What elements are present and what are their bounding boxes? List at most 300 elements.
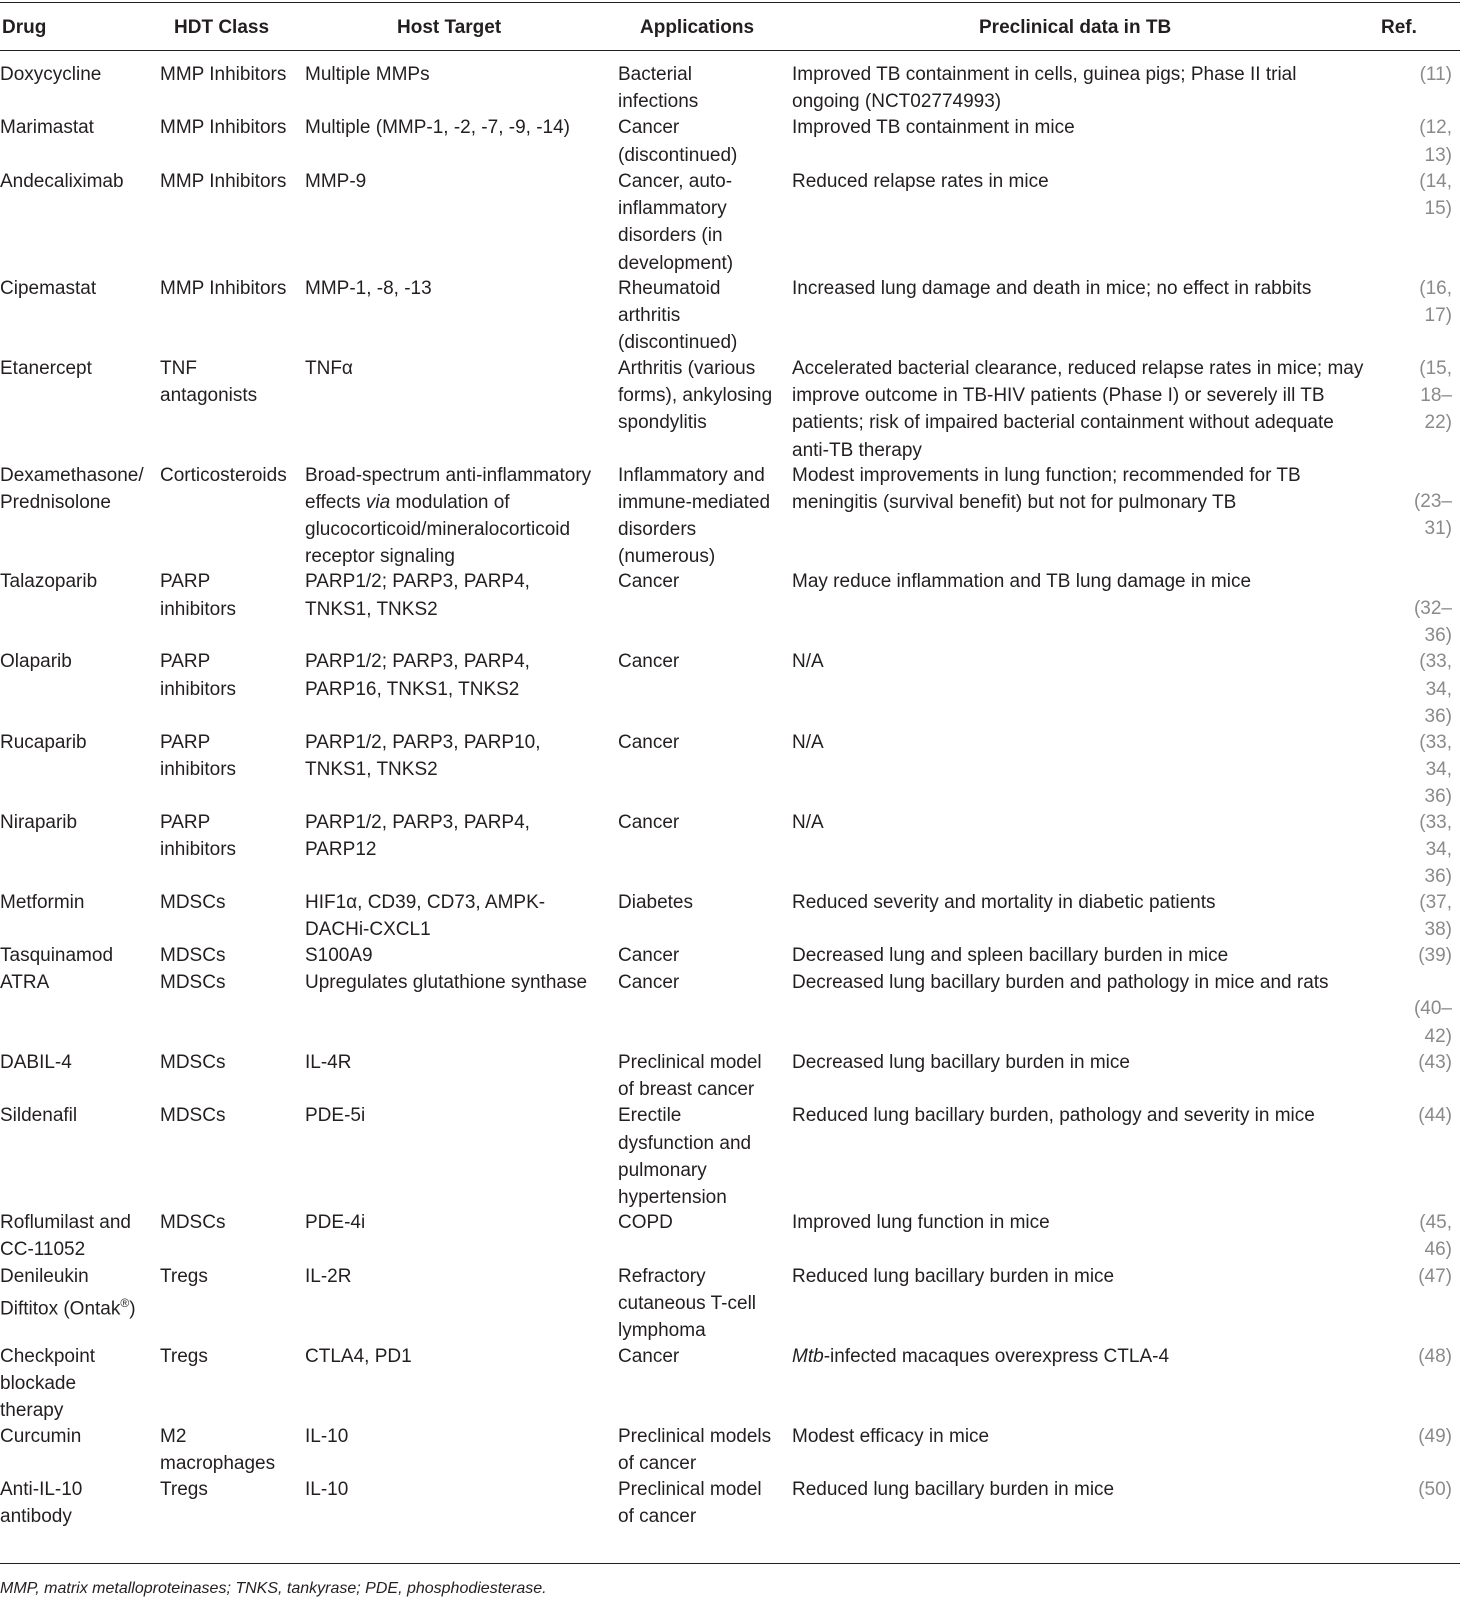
cell-hdt-class-line: MDSCs bbox=[160, 891, 226, 913]
cell-applications bbox=[618, 648, 788, 675]
cell-applications bbox=[618, 1343, 788, 1370]
cell-ref bbox=[1380, 61, 1452, 88]
cell-applications-line: (numerous) bbox=[618, 546, 716, 568]
cell-ref-line: 22) bbox=[1424, 412, 1452, 434]
cell-applications bbox=[618, 275, 788, 357]
cell-preclinical bbox=[792, 61, 1372, 116]
cell-preclinical bbox=[792, 275, 1372, 302]
cell-ref-line: (45, bbox=[1419, 1212, 1452, 1234]
cell-hdt-class bbox=[160, 1423, 305, 1478]
cell-host-target-line: CTLA4, PD1 bbox=[305, 1345, 412, 1367]
cell-applications bbox=[618, 568, 788, 595]
cell-drug bbox=[0, 275, 160, 302]
cell-host-target bbox=[305, 648, 615, 703]
cell-applications-line: Cancer bbox=[618, 1345, 680, 1367]
cell-drug-line: Niraparib bbox=[0, 811, 78, 833]
cell-preclinical-line: Accelerated bacterial clearance, reduced relapse rates in mice; may bbox=[792, 357, 1364, 379]
cell-applications-line: Diabetes bbox=[618, 891, 693, 913]
cell-drug bbox=[0, 355, 160, 382]
cell-applications-line: Cancer bbox=[618, 571, 680, 593]
cell-applications-line: Preclinical model bbox=[618, 1479, 762, 1501]
cell-host-target bbox=[305, 1263, 615, 1290]
cell-hdt-class bbox=[160, 1209, 305, 1236]
cell-applications-line: Cancer bbox=[618, 945, 680, 967]
cell-hdt-class-line: MDSCs bbox=[160, 1212, 226, 1234]
cell-host-target-line: MMP-9 bbox=[305, 170, 367, 192]
cell-applications-line: hypertension bbox=[618, 1187, 727, 1209]
cell-applications bbox=[618, 355, 788, 437]
cell-applications-line: spondylitis bbox=[618, 412, 707, 434]
cell-ref-line: 36) bbox=[1424, 866, 1452, 888]
cell-hdt-class-line: inhibitors bbox=[160, 758, 237, 780]
cell-hdt-class bbox=[160, 729, 305, 784]
cell-drug bbox=[0, 114, 160, 141]
cell-preclinical-line: Reduced severity and mortality in diabetic patients bbox=[792, 891, 1216, 913]
cell-drug bbox=[0, 1263, 160, 1323]
cell-applications-line: Cancer bbox=[618, 651, 680, 673]
cell-ref bbox=[1380, 1476, 1452, 1503]
cell-hdt-class-line: MDSCs bbox=[160, 1105, 226, 1127]
cell-drug-line: ATRA bbox=[0, 971, 50, 993]
cell-applications-line: Cancer bbox=[618, 731, 680, 753]
cell-drug bbox=[0, 568, 160, 595]
cell-drug-line: Roflumilast and bbox=[0, 1212, 131, 1234]
cell-applications-line: development) bbox=[618, 252, 734, 274]
cell-ref bbox=[1380, 168, 1452, 223]
cell-host-target-line: IL-2R bbox=[305, 1265, 352, 1287]
cell-ref bbox=[1380, 1263, 1452, 1290]
cell-applications bbox=[618, 1102, 788, 1211]
cell-drug bbox=[0, 1423, 160, 1450]
cell-applications-line: Rheumatoid bbox=[618, 277, 721, 299]
cell-host-target-line: PARP1/2; PARP3, PARP4, bbox=[305, 651, 530, 673]
cell-host-target bbox=[305, 1102, 615, 1129]
cell-host-target bbox=[305, 462, 615, 571]
cell-hdt-class-line: MDSCs bbox=[160, 971, 226, 993]
cell-drug-line: Dexamethasone/ bbox=[0, 464, 144, 486]
cell-hdt-class-line: Corticosteroids bbox=[160, 464, 287, 486]
cell-applications bbox=[618, 942, 788, 969]
cell-preclinical bbox=[792, 462, 1372, 517]
cell-ref-line: 31) bbox=[1424, 518, 1452, 540]
cell-applications-line: (discontinued) bbox=[618, 144, 738, 166]
cell-host-target bbox=[305, 1423, 615, 1450]
cell-drug-line: Olaparib bbox=[0, 651, 72, 673]
cell-ref-line: 42) bbox=[1424, 1025, 1452, 1047]
cell-applications-line: dysfunction and bbox=[618, 1132, 752, 1154]
cell-applications-line: arthritis bbox=[618, 304, 681, 326]
cell-hdt-class-line: antagonists bbox=[160, 384, 258, 406]
cell-hdt-class-line: inhibitors bbox=[160, 678, 237, 700]
cell-applications bbox=[618, 1423, 788, 1478]
cell-host-target-line: effects via modulation of bbox=[305, 491, 510, 513]
cell-hdt-class bbox=[160, 969, 305, 996]
header-preclinical: Preclinical data in TB bbox=[979, 17, 1172, 38]
cell-applications bbox=[618, 969, 788, 996]
cell-host-target-line: PARP1/2, PARP3, PARP10, bbox=[305, 731, 541, 753]
cell-ref-line: (11) bbox=[1419, 64, 1452, 85]
cell-ref-line: 34, bbox=[1425, 678, 1452, 700]
cell-applications-line: Refractory bbox=[618, 1265, 706, 1287]
cell-applications-line: Inflammatory and bbox=[618, 464, 765, 486]
cell-drug-line: Doxycycline bbox=[0, 64, 102, 85]
cell-drug-line: DABIL-4 bbox=[0, 1051, 72, 1073]
cell-host-target bbox=[305, 969, 615, 996]
cell-host-target bbox=[305, 568, 615, 623]
cell-host-target-line: glucocorticoid/mineralocorticoid bbox=[305, 519, 571, 541]
cell-host-target-line: Upregulates glutathione synthase bbox=[305, 971, 588, 993]
cell-hdt-class-line: inhibitors bbox=[160, 838, 237, 860]
cell-host-target-line: DACHi-CXCL1 bbox=[305, 918, 431, 940]
cell-host-target bbox=[305, 729, 615, 784]
cell-hdt-class-line: TNF bbox=[160, 357, 197, 379]
cell-ref-line: (39) bbox=[1418, 945, 1452, 967]
cell-ref-line: 36) bbox=[1424, 705, 1452, 727]
cell-host-target bbox=[305, 1209, 615, 1236]
cell-preclinical bbox=[792, 1423, 1372, 1450]
cell-preclinical bbox=[792, 809, 1372, 836]
cell-preclinical-line: Decreased lung bacillary burden in mice bbox=[792, 1051, 1130, 1073]
cell-applications-line: Arthritis (various bbox=[618, 357, 756, 379]
cell-preclinical-line: Improved TB containment in cells, guinea pigs; Phase II trial bbox=[792, 64, 1297, 85]
cell-preclinical-line: Modest efficacy in mice bbox=[792, 1425, 990, 1447]
cell-drug bbox=[0, 1343, 160, 1425]
cell-host-target-line: IL-10 bbox=[305, 1425, 349, 1447]
cell-drug bbox=[0, 1209, 160, 1264]
cell-ref-line: 38) bbox=[1424, 918, 1452, 940]
cell-drug bbox=[0, 809, 160, 836]
cell-preclinical bbox=[792, 1049, 1372, 1076]
cell-drug-line: Metformin bbox=[0, 891, 85, 913]
cell-applications-line: Preclinical model bbox=[618, 1051, 762, 1073]
cell-applications bbox=[618, 1476, 788, 1531]
cell-drug bbox=[0, 462, 160, 517]
cell-applications-line: disorders (in bbox=[618, 225, 723, 247]
cell-preclinical-line: improve outcome in TB-HIV patients (Phase I) or severely ill TB bbox=[792, 384, 1325, 406]
cell-host-target-line: receptor signaling bbox=[305, 546, 455, 568]
cell-hdt-class bbox=[160, 114, 305, 141]
cell-preclinical-line: Decreased lung and spleen bacillary burden in mice bbox=[792, 945, 1229, 967]
cell-ref-line: (33, bbox=[1419, 651, 1452, 673]
cell-hdt-class-line: MMP Inhibitors bbox=[160, 117, 287, 139]
cell-applications-line: pulmonary bbox=[618, 1159, 707, 1181]
cell-preclinical-line: N/A bbox=[792, 731, 824, 753]
cell-ref bbox=[1380, 1343, 1452, 1370]
cell-hdt-class-line: Tregs bbox=[160, 1265, 208, 1287]
cell-preclinical-line: Increased lung damage and death in mice; no effect in rabbits bbox=[792, 277, 1312, 299]
cell-hdt-class bbox=[160, 648, 305, 703]
cell-hdt-class bbox=[160, 1049, 305, 1076]
cell-drug-line: Andecaliximab bbox=[0, 170, 124, 192]
cell-drug-line: therapy bbox=[0, 1400, 64, 1422]
cell-host-target-line: TNKS1, TNKS2 bbox=[305, 598, 438, 620]
cell-ref-line: (14, bbox=[1419, 170, 1452, 192]
cell-host-target-line: Broad-spectrum anti-inflammatory bbox=[305, 464, 592, 486]
top-rule bbox=[0, 2, 1460, 3]
header-ref: Ref. bbox=[1381, 17, 1417, 38]
cell-hdt-class bbox=[160, 462, 305, 489]
cell-ref-line: 46) bbox=[1424, 1239, 1452, 1261]
cell-host-target bbox=[305, 61, 615, 88]
cell-host-target bbox=[305, 889, 615, 944]
cell-applications-line: forms), ankylosing bbox=[618, 384, 773, 406]
cell-hdt-class bbox=[160, 889, 305, 916]
cell-preclinical-line: N/A bbox=[792, 651, 824, 673]
cell-hdt-class-line: macrophages bbox=[160, 1452, 276, 1474]
cell-ref-line: (40– bbox=[1413, 998, 1452, 1020]
cell-host-target bbox=[305, 168, 615, 195]
cell-preclinical-line: ongoing (NCT02774993) bbox=[792, 91, 1002, 113]
cell-hdt-class-line: PARP bbox=[160, 811, 211, 833]
cell-applications bbox=[618, 889, 788, 916]
cell-drug-line: Sildenafil bbox=[0, 1105, 78, 1127]
cell-applications bbox=[618, 61, 788, 116]
cell-preclinical-line: meningitis (survival benefit) but not for pulmonary TB bbox=[792, 491, 1237, 513]
cell-drug bbox=[0, 1102, 160, 1129]
cell-hdt-class-line: MMP Inhibitors bbox=[160, 170, 287, 192]
cell-host-target bbox=[305, 942, 615, 969]
cell-ref bbox=[1380, 114, 1452, 169]
cell-hdt-class-line: inhibitors bbox=[160, 598, 237, 620]
cell-ref-line: (23– bbox=[1413, 491, 1452, 513]
cell-drug bbox=[0, 61, 160, 88]
cell-applications-line: Cancer bbox=[618, 811, 680, 833]
cell-applications-line: Bacterial bbox=[618, 64, 692, 85]
cell-preclinical-line: Reduced relapse rates in mice bbox=[792, 170, 1049, 192]
cell-drug-line: Cipemastat bbox=[0, 277, 97, 299]
bottom-rule bbox=[0, 1563, 1460, 1564]
cell-ref bbox=[1380, 889, 1452, 944]
cell-ref bbox=[1380, 942, 1452, 969]
cell-host-target-line: MMP-1, -8, -13 bbox=[305, 277, 432, 299]
cell-preclinical bbox=[792, 648, 1372, 675]
cell-ref bbox=[1380, 1423, 1452, 1450]
cell-applications-line: immune-mediated bbox=[618, 491, 771, 513]
cell-drug-line: Talazoparib bbox=[0, 571, 98, 593]
cell-hdt-class-line: MMP Inhibitors bbox=[160, 64, 287, 85]
cell-preclinical-line: anti-TB therapy bbox=[792, 439, 922, 461]
cell-applications-line: disorders bbox=[618, 519, 697, 541]
cell-preclinical bbox=[792, 1476, 1372, 1503]
cell-host-target bbox=[305, 809, 615, 864]
cell-ref-line: 36) bbox=[1424, 625, 1452, 647]
cell-drug bbox=[0, 889, 160, 916]
header-drug: Drug bbox=[2, 17, 47, 38]
cell-ref-line: 34, bbox=[1425, 758, 1452, 780]
cell-ref-line: 18– bbox=[1420, 384, 1452, 406]
cell-hdt-class bbox=[160, 568, 305, 623]
cell-drug bbox=[0, 1049, 160, 1076]
cell-host-target-line: IL-10 bbox=[305, 1479, 349, 1501]
cell-preclinical bbox=[792, 168, 1372, 195]
cell-preclinical bbox=[792, 1343, 1372, 1370]
cell-ref-line: (48) bbox=[1418, 1345, 1452, 1367]
cell-applications bbox=[618, 1209, 788, 1236]
cell-applications-line: infections bbox=[618, 91, 699, 113]
cell-preclinical bbox=[792, 1209, 1372, 1236]
cell-host-target-line: TNKS1, TNKS2 bbox=[305, 758, 438, 780]
cell-applications-line: Cancer, auto- bbox=[618, 170, 733, 192]
cell-drug bbox=[0, 942, 160, 969]
cell-hdt-class bbox=[160, 942, 305, 969]
cell-drug bbox=[0, 168, 160, 195]
cell-host-target-line: PARP1/2; PARP3, PARP4, bbox=[305, 571, 530, 593]
cell-preclinical bbox=[792, 568, 1372, 595]
cell-preclinical bbox=[792, 1102, 1372, 1129]
cell-host-target bbox=[305, 1343, 615, 1370]
header-applications: Applications bbox=[640, 17, 755, 38]
cell-ref-line: 34, bbox=[1425, 838, 1452, 860]
cell-drug bbox=[0, 729, 160, 756]
cell-drug-line: Prednisolone bbox=[0, 491, 111, 513]
cell-preclinical bbox=[792, 889, 1372, 916]
cell-ref-line: (33, bbox=[1419, 811, 1452, 833]
cell-ref bbox=[1380, 648, 1452, 730]
cell-host-target bbox=[305, 355, 615, 382]
cell-hdt-class bbox=[160, 275, 305, 302]
cell-drug bbox=[0, 1476, 160, 1531]
cell-host-target-line: PDE-4i bbox=[305, 1212, 366, 1234]
cell-preclinical bbox=[792, 729, 1372, 756]
cell-hdt-class bbox=[160, 355, 305, 410]
cell-host-target-line: HIF1α, CD39, CD73, AMPK- bbox=[305, 891, 546, 913]
cell-hdt-class-line: Tregs bbox=[160, 1479, 208, 1501]
header-hdt-class: HDT Class bbox=[174, 17, 270, 38]
cell-drug-line: Marimastat bbox=[0, 117, 94, 139]
cell-ref-line: (37, bbox=[1419, 891, 1452, 913]
cell-ref bbox=[1380, 1209, 1452, 1264]
cell-ref-line: (16, bbox=[1419, 277, 1452, 299]
cell-ref-line: 36) bbox=[1424, 786, 1452, 808]
cell-ref bbox=[1380, 275, 1452, 330]
cell-ref bbox=[1380, 729, 1452, 811]
cell-ref bbox=[1380, 595, 1452, 650]
cell-host-target-line: Multiple MMPs bbox=[305, 64, 430, 85]
cell-preclinical-line: Reduced lung bacillary burden in mice bbox=[792, 1479, 1115, 1501]
cell-applications-line: Erectile bbox=[618, 1105, 682, 1127]
cell-ref-line: (33, bbox=[1419, 731, 1452, 753]
cell-hdt-class bbox=[160, 1476, 305, 1503]
cell-preclinical-line: N/A bbox=[792, 811, 824, 833]
cell-ref-line: (43) bbox=[1418, 1051, 1452, 1073]
cell-ref-line: (49) bbox=[1418, 1425, 1452, 1447]
cell-preclinical-line: patients; risk of impaired bacterial containment without adequate bbox=[792, 412, 1334, 434]
cell-ref bbox=[1380, 355, 1452, 437]
cell-applications-line: of cancer bbox=[618, 1452, 697, 1474]
cell-applications-line: lymphoma bbox=[618, 1320, 706, 1342]
cell-applications bbox=[618, 1049, 788, 1104]
cell-applications-line: of cancer bbox=[618, 1506, 697, 1528]
cell-drug-line: Etanercept bbox=[0, 357, 92, 379]
cell-host-target bbox=[305, 1476, 615, 1503]
cell-preclinical-line: Modest improvements in lung function; recommended for TB bbox=[792, 464, 1301, 486]
cell-hdt-class bbox=[160, 1343, 305, 1370]
cell-hdt-class bbox=[160, 1102, 305, 1129]
cell-ref-line: (47) bbox=[1418, 1265, 1452, 1287]
cell-drug-line: Denileukin bbox=[0, 1265, 89, 1287]
cell-preclinical-line: Decreased lung bacillary burden and pathology in mice and rats bbox=[792, 971, 1329, 993]
cell-host-target bbox=[305, 1049, 615, 1076]
cell-applications-line: of breast cancer bbox=[618, 1079, 755, 1101]
cell-applications-line: inflammatory bbox=[618, 198, 727, 220]
cell-preclinical bbox=[792, 1263, 1372, 1290]
cell-ref-line: (15, bbox=[1419, 357, 1452, 379]
cell-ref-line: 17) bbox=[1424, 304, 1452, 326]
header-host-target: Host Target bbox=[397, 17, 502, 38]
cell-hdt-class-line: M2 bbox=[160, 1425, 187, 1447]
cell-preclinical-line: Reduced lung bacillary burden in mice bbox=[792, 1265, 1115, 1287]
cell-drug-line: Diftitox (Ontak®) bbox=[0, 1295, 136, 1320]
cell-ref-line: 13) bbox=[1424, 144, 1452, 166]
cell-hdt-class bbox=[160, 809, 305, 864]
cell-applications-line: COPD bbox=[618, 1212, 673, 1234]
cell-preclinical bbox=[792, 942, 1372, 969]
cell-host-target-line: PDE-5i bbox=[305, 1105, 366, 1127]
cell-hdt-class-line: MDSCs bbox=[160, 945, 226, 967]
cell-preclinical bbox=[792, 114, 1372, 141]
cell-applications bbox=[618, 462, 788, 571]
cell-applications bbox=[618, 114, 788, 169]
cell-hdt-class bbox=[160, 168, 305, 195]
cell-applications-line: Preclinical models bbox=[618, 1425, 772, 1447]
cell-hdt-class-line: MDSCs bbox=[160, 1051, 226, 1073]
cell-host-target-line: PARP12 bbox=[305, 838, 377, 860]
cell-host-target bbox=[305, 275, 615, 302]
cell-drug bbox=[0, 969, 160, 996]
cell-host-target-line: PARP1/2, PARP3, PARP4, bbox=[305, 811, 530, 833]
cell-applications-line: Cancer bbox=[618, 971, 680, 993]
cell-drug-line: Rucaparib bbox=[0, 731, 87, 753]
cell-ref-line: (44) bbox=[1418, 1105, 1452, 1127]
cell-ref bbox=[1380, 809, 1452, 891]
cell-preclinical-line: Improved lung function in mice bbox=[792, 1212, 1050, 1234]
table-footnote: MMP, matrix metalloproteinases; TNKS, tankyrase; PDE, phosphodiesterase. bbox=[0, 1580, 547, 1597]
cell-ref bbox=[1380, 488, 1452, 543]
cell-ref-line: (32– bbox=[1413, 597, 1452, 619]
cell-hdt-class bbox=[160, 61, 305, 88]
cell-ref bbox=[1380, 1049, 1452, 1076]
cell-host-target-line: TNFα bbox=[305, 357, 353, 379]
cell-drug-line: blockade bbox=[0, 1372, 77, 1394]
cell-applications-line: cutaneous T-cell bbox=[618, 1292, 757, 1314]
cell-host-target bbox=[305, 114, 615, 141]
cell-drug bbox=[0, 648, 160, 675]
cell-hdt-class-line: PARP bbox=[160, 571, 211, 593]
cell-preclinical-line: May reduce inflammation and TB lung damage in mice bbox=[792, 571, 1252, 593]
cell-ref-line: 15) bbox=[1424, 198, 1452, 220]
cell-drug-line: CC-11052 bbox=[0, 1239, 86, 1261]
cell-drug-line: Checkpoint bbox=[0, 1345, 96, 1367]
cell-host-target-line: IL-4R bbox=[305, 1051, 352, 1073]
cell-ref-line: (50) bbox=[1418, 1479, 1452, 1501]
cell-hdt-class-line: MMP Inhibitors bbox=[160, 277, 287, 299]
cell-preclinical-line: Mtb-infected macaques overexpress CTLA-4 bbox=[792, 1345, 1170, 1367]
cell-applications bbox=[618, 729, 788, 756]
cell-ref-line: (12, bbox=[1419, 117, 1452, 139]
cell-host-target-line: S100A9 bbox=[305, 945, 373, 967]
cell-drug-line: antibody bbox=[0, 1506, 72, 1528]
cell-preclinical-line: Reduced lung bacillary burden, pathology and severity in mice bbox=[792, 1105, 1315, 1127]
header-rule bbox=[0, 50, 1460, 51]
cell-ref bbox=[1380, 995, 1452, 1050]
cell-drug-line: Curcumin bbox=[0, 1425, 82, 1447]
cell-applications-line: Cancer bbox=[618, 117, 680, 139]
cell-preclinical bbox=[792, 355, 1372, 464]
cell-applications bbox=[618, 1263, 788, 1345]
cell-drug-line: Anti-IL-10 bbox=[0, 1479, 83, 1501]
cell-host-target-line: PARP16, TNKS1, TNKS2 bbox=[305, 678, 520, 700]
cell-hdt-class-line: Tregs bbox=[160, 1345, 208, 1367]
